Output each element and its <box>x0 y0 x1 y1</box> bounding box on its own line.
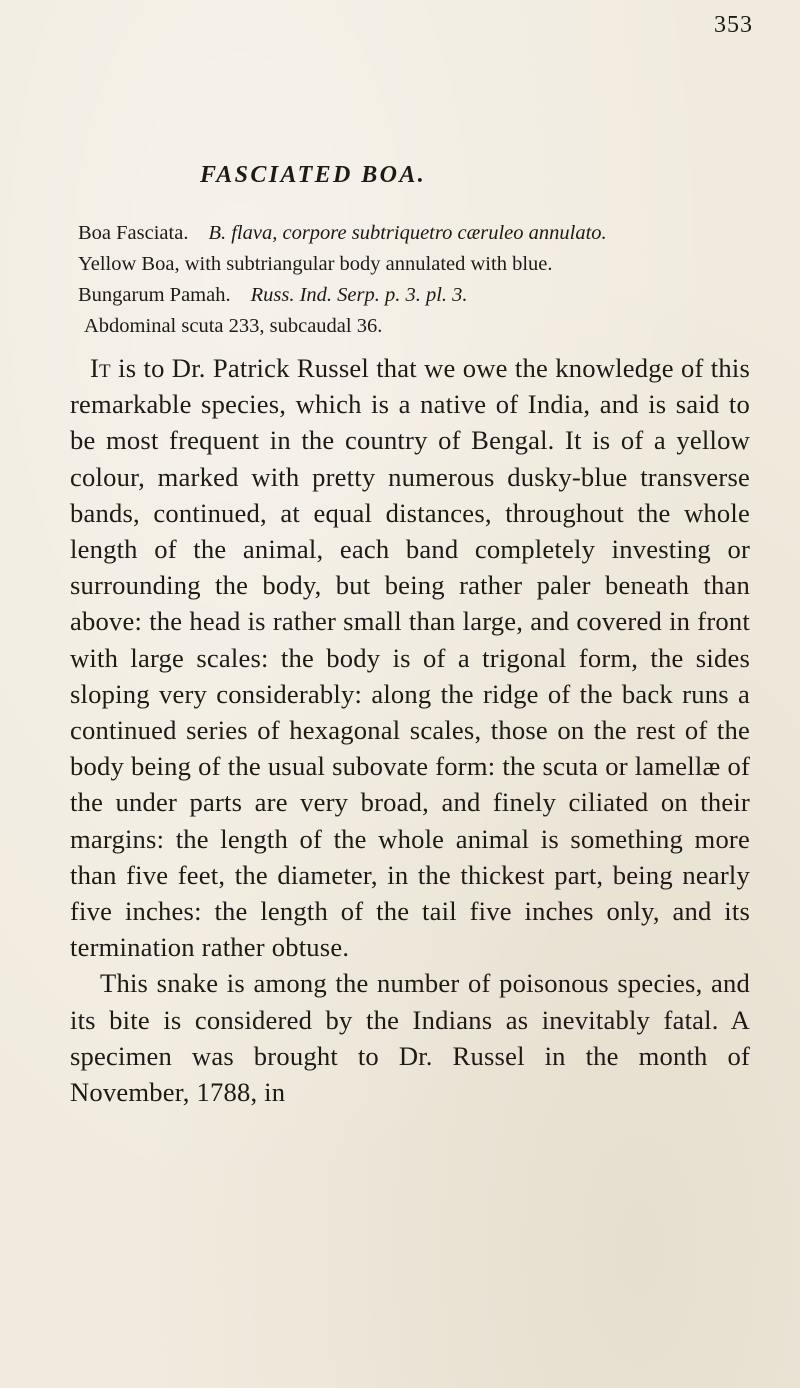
body-text <box>70 350 750 1110</box>
latin-name: Boa Fasciata. <box>78 222 189 244</box>
latin-diagnosis: B. flava, corpore subtriquetro cæruleo annulato. <box>208 222 607 244</box>
synonymy-line-local <box>78 280 778 311</box>
synonymy-block <box>78 218 778 342</box>
page-number: 353 <box>714 12 753 38</box>
english-description: Yellow Boa, with subtriangular body annulated with blue. <box>78 253 553 275</box>
reference: Russ. Ind. Serp. p. 3. pl. 3. <box>250 284 468 306</box>
scuta-count: Abdominal scuta 233, subcaudal 36. <box>84 315 383 337</box>
local-name: Bungarum Pamah. <box>78 284 231 306</box>
paragraph-opening-word: It <box>90 353 111 383</box>
paragraph-1-text: is to Dr. Patrick Russel that we owe the knowledge of this remarkable species, which is a native of India, and is said to be most frequent in the country of Bengal. It is of a yellow colour, marked with pretty numerous dusky-blue transverse bands, continued, at equal distances, throughout the whole length of the animal, each band completely investing or surrounding the body, but being rather paler beneath than above: the head is rather small than large, and covered in front with large scales: the body is of a trigonal form, the sides sloping very considerably: along the ridge of the back runs a continued series of hexagonal scales, those on the rest of the body being of the usual subovate form: the scuta or lamellæ of the under parts are very broad, and finely ciliated on their margins: the length of the whole animal is something more than five feet, the diameter, in the thickest part, being nearly five inches: the length of the tail five inches only, and its termination rather obtuse. <box>70 353 750 963</box>
section-title: FASCIATED BOA. <box>200 162 427 188</box>
synonymy-line-latin <box>78 218 778 249</box>
paragraph-2: This snake is among the number of poisonous species, and its bite is considered by the Indians as inevitably fatal. A specimen was brought to Dr. Russel in the month of November, 1788, in <box>70 968 750 1108</box>
paragraph-1 <box>70 350 750 965</box>
